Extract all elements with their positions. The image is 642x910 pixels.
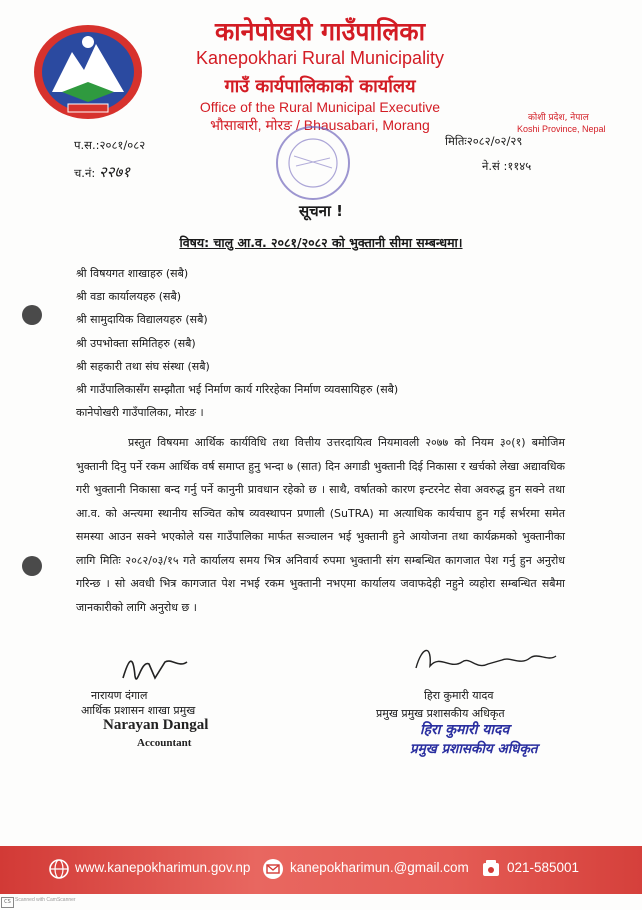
ne-number: ने.सं :११४५ — [482, 159, 532, 173]
email-icon — [262, 858, 284, 880]
recipient-item: श्री विषयगत शाखाहरु (सबै) — [76, 267, 189, 280]
globe-icon — [48, 858, 70, 880]
scanner-logo-icon: CS — [1, 897, 14, 908]
notice-body: प्रस्तुत विषयमा आर्थिक कार्यविधि तथा वित्तीय उत्तरदायित्व नियमावली २०७७ को नियम ३०(१) बमोजिम भुक्तानी दिनु पर्ने रकम आर्थिक वर्ष समाप्त हुनु भन्दा ७ (सात) दिन अगाडी भुक्तानी दिई निकासा र खर्चको लेखा अद्यावधिक गरी भुक्तानी निकासा बन्द गर्नु पर्ने कानुनी प्रावधान रहेको छ । साथै, वर्षातको कारण इन्टरनेट सेवा अवरुद्ध हुन सक्ने तथा आ.व. को अन्त्यमा स्थानीय सञ्चित कोष व्यवस्थापन प्रणाली (SuTRA) मा अत्याधिक कार्यचाप हुन गई सर्भरमा समेत समस्या आउन सक्ने भएकोले यस गाउँपालिका मार्फत सञ्चालन भई भुक्तानी हुने आयोजना तथा कार्यक्रमको भुक्तानीका लागि मितिः २०८२/०३/१५ गते कार्यालय समय भित्र अनिवार्य रुपमा भुक्तानी संग सम्बन्धित कागजात पेश गर्नु हुन अनुरोध गरिन्छ । सो अवधी भित्र कागजात पेश नभई रकम भुक्तानी नभएमा कार्यालय जवाफदेही नहुने व्यहोरा सम्बन्धित सबैमा जानकारीको लागि अनुरोध छ । — [76, 436, 565, 614]
dispatch-value: २२७१ — [98, 163, 131, 181]
notice-subject: विषय: चालु आ.व. २०८१/२०८२ को भुक्तानी सीमा सम्बन्धमा। — [179, 235, 463, 250]
cao-stamp-title: प्रमुख प्रशासकीय अधिकृत — [410, 741, 538, 757]
accountant-stamp-title: Accountant — [137, 737, 192, 749]
dispatch-number — [74, 162, 130, 182]
recipient-item: श्री सहकारी तथा संघ संस्था (सबै) — [76, 359, 210, 373]
accountant-stamp-name: Narayan Dangal — [103, 717, 209, 733]
office-address: भौसाबारी, मोरङ / Bhausabari, Morang — [210, 117, 430, 133]
recipient-item: श्री सामुदायिक विद्यालयहरु (सबै) — [76, 313, 208, 327]
footer-phone[interactable]: 021-585001 — [507, 860, 580, 875]
accountant-designation: आर्थिक प्रशासन शाखा प्रमुख — [81, 704, 196, 717]
municipality-name-np: कानेपोखरी गाउँपालिका — [214, 17, 426, 46]
recipient-item: श्री गाउँपालिकासँग सम्झौता भई निर्माण कार्य गरिरहेका निर्माण व्यवसायिहरु (सबै) — [76, 383, 399, 397]
notice-title: सूचना ! — [299, 202, 343, 220]
punch-hole — [22, 305, 42, 325]
phone-icon — [480, 858, 502, 880]
province-np: कोशी प्रदेश, नेपाल — [528, 113, 589, 123]
footer-website[interactable]: www.kanepokharimun.gov.np — [75, 860, 251, 875]
punch-hole — [22, 556, 42, 576]
province-en: Koshi Province, Nepal — [517, 124, 606, 134]
cao-signature — [410, 640, 560, 685]
cao-name: हिरा कुमारी यादव — [424, 689, 494, 702]
cao-stamp-name: हिरा कुमारी यादव — [420, 722, 510, 738]
scanner-mark: Scanned with CamScanner — [15, 897, 76, 903]
office-name-en: Office of the Rural Municipal Executive — [199, 99, 441, 115]
notice-date: मितिः२०८२/०२/२९ — [445, 134, 523, 148]
recipient-item: श्री उपभोक्ता समितिहरु (सबै) — [76, 336, 196, 350]
office-name-np: गाउँ कार्यपालिकाको कार्यालय — [224, 76, 416, 97]
dispatch-label: च.नं: — [74, 166, 96, 180]
accountant-name: नारायण दंगाल — [91, 689, 148, 702]
nepal-emblem-icon — [32, 22, 144, 122]
cao-designation: प्रमुख प्रमुख प्रशासकीय अधिकृत — [376, 707, 505, 720]
fiscal-year-ref: प.स.:२०८१/०८२ — [74, 138, 146, 152]
recipient-item: श्री वडा कार्यालयहरु (सबै) — [76, 290, 182, 304]
footer-contact-bar — [0, 846, 642, 894]
recipient-list — [76, 262, 398, 424]
office-stamp-icon — [272, 122, 354, 204]
municipality-name-en: Kanepokhari Rural Municipality — [195, 48, 445, 68]
footer-email[interactable]: kanepokharimun.@gmail.com — [290, 860, 469, 875]
recipient-item: कानेपोखरी गाउँपालिका, मोरङ । — [76, 406, 204, 420]
